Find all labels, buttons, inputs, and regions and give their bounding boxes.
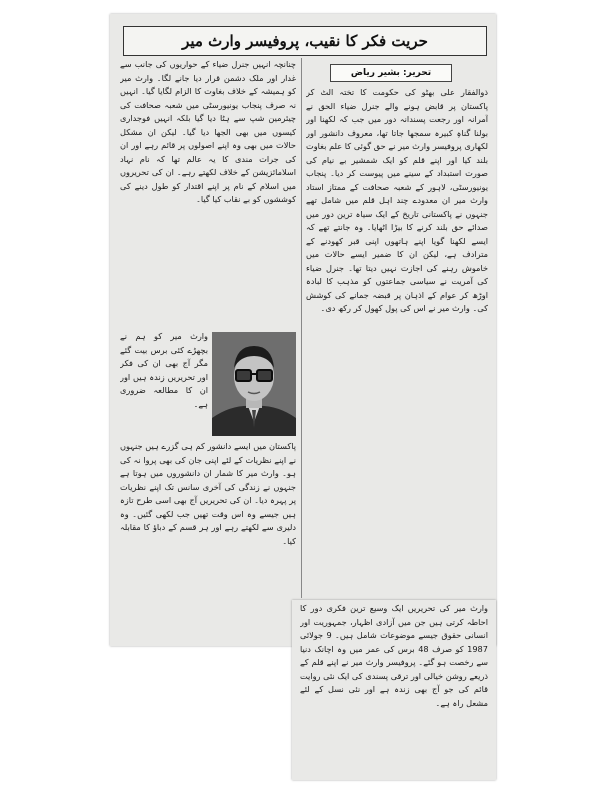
column-text: وارث میر کو ہم نے بچھڑے کئی برس بیت گئے مگر آج بھی ان کی فکر اور تحریریں زندہ ہیں اور ان کا مطالعہ ضروری ہے۔ <box>120 331 208 409</box>
column-text: وارث میر کی تحریریں ایک وسیع ترین فکری دور کا احاطہ کرتی ہیں جن میں آزادی اظہار، جمہوریت اور انسانی حقوق جیسے موضوعات شامل ہیں۔ 9 جولائی 1987 کو صرف 48 برس کی عمر میں وہ اچانک دنیا سے رخصت ہو گئے۔ پروفیسر وارث میر نے اپنے قلم کے ذریعے روشن خیالی اور ترقی پسندی کی ایک نئی روایت قائم کی جو آج بھی زندہ ہے اور نئی نسل کے لئے مشعل راہ ہے۔ <box>300 603 488 708</box>
column-text: پاکستان میں ایسے دانشور کم ہی گزرے ہیں جنہوں نے اپنے نظریات کے لئے اپنی جان کی بھی پروا نہ کی ہو۔ وارث میر کا شمار ان دانشوروں میں ہوتا ہے جنہوں نے زندگی کی آخری سانس تک اپنے نظریات پر پہرہ دیا۔ ان کی تحریریں آج بھی اسی طرح تازہ ہیں جیسے وہ اس وقت تھیں جب لکھی گئیں۔ وہ دلیری سے لکھتے رہے اور ہر قسم کے دباؤ کا مقابلہ کیا۔ <box>120 441 296 546</box>
article-column-tail <box>300 602 488 772</box>
author-portrait-photo <box>212 332 296 436</box>
article-byline: تحریر: بشیر ریاض <box>350 68 432 78</box>
column-divider <box>301 58 302 598</box>
portrait-illustration <box>212 332 296 436</box>
article-column-right <box>306 86 488 598</box>
column-text: چنانچہ انہیں جنرل ضیاء کے حواریوں کی جانب سے غدار اور ملک دشمن قرار دیا جانے لگا۔ وارث میر کو ہمیشہ کے خلاف بغاوت کا الزام لگایا گیا۔ انہیں نہ صرف پنجاب یونیورسٹی میں شعبہ صحافت کی چیئرمین شپ سے ہٹا دیا گیا بلکہ انہیں فوجداری کیسوں میں بھی الجھا دیا گیا۔ لیکن ان مشکل حالات میں بھی وہ اپنے اصولوں پر قائم رہے اور ان کی جرات مندی کا یہ عالم تھا کہ نام نہاد اسلامائزیشن کے خلاف لکھتے رہے۔ ان کی تحریروں میں اسلام کے نام پر اپنے اقتدار کو طول دینے کی کوششوں کو بے نقاب کیا گیا۔ <box>120 59 296 204</box>
column-text: ذوالفقار علی بھٹو کی حکومت کا تختہ الٹ کر پاکستان پر قابض ہونے والے جنرل ضیاء الحق نے آمرانہ اور رجعت پسندانہ دور میں جب کہ لکھنا اور بولنا گناہِ کبیرہ سمجھا جاتا تھا، معروف دانشور اور لکھاری پروفیسر وارث میر نے حق گوئی کا علم بغاوت بلند کیا اور اپنے قلم کو ایک شمشیر بے نیام کی صورت استبداد کے سینے میں پیوست کر دیا۔ پنجاب یونیورسٹی، لاہور کے شعبہ صحافت کے ممتاز استاد وارث میر ان معدودے چند اہل قلم میں شامل تھے جنہوں نے پاکستانی تاریخ کے ایک سیاہ ترین دور میں صدائے حق بلند کرنے کا بیڑا اٹھایا۔ وہ جانتے تھے کہ ایسے لکھنا گویا اپنے ہاتھوں اپنی قبر کھودنے کے مترادف ہے، لیکن ان کا ضمیر ایسے حالات میں خاموش رہنے کی اجازت نہیں دیتا تھا۔ جنرل ضیاء کی آمریت نے سیاسی جماعتوں کو مذہب کا لبادہ اوڑھ کر عوام کے اذہان پر قبضہ جمانے کی کوشش کی۔ وارث میر نے اس کی پول کھول کر رکھ دی۔ <box>306 87 488 313</box>
article-column-photo-side <box>120 330 208 438</box>
headline-box <box>123 26 487 56</box>
article-column-left-top <box>120 58 296 328</box>
article-headline: حریت فکر کا نقیب، پروفیسر وارث میر <box>182 32 428 50</box>
byline-box <box>330 64 452 82</box>
article-column-left-bottom <box>120 440 296 638</box>
